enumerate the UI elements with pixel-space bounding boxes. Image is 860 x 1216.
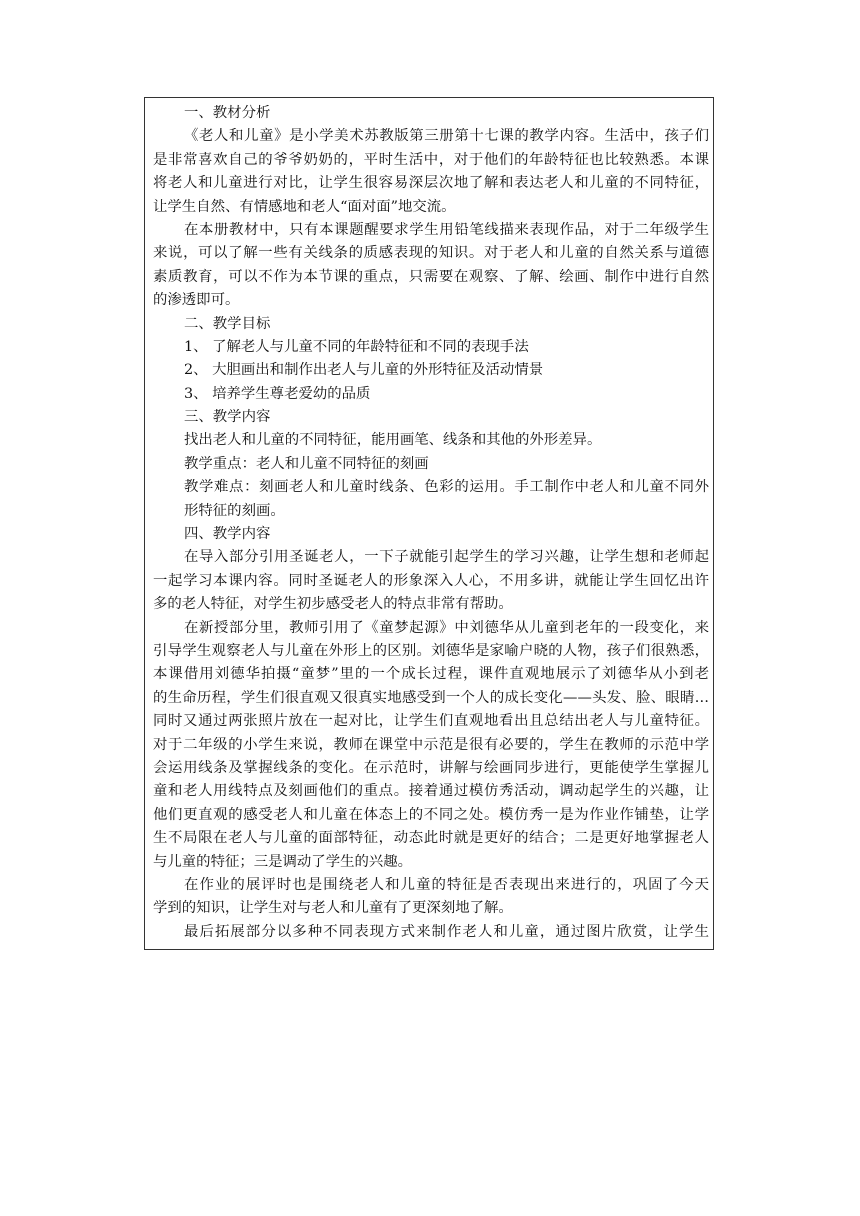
text-line: 2、 大胆画出和制作出老人与儿童的外形特征及活动情景 bbox=[184, 362, 544, 379]
text-line: 在本册教材中，只有本课题醒要求学生用铅笔线描来表现作品，对于二年级学生 bbox=[184, 221, 709, 238]
text-line: 的渗透即可。 bbox=[153, 292, 240, 309]
text-line: 二、教学目标 bbox=[184, 315, 271, 332]
text-line: 他们更直观的感受老人和儿童在体态上的不同之处。模仿秀一是为作业作铺垫，让学 bbox=[153, 806, 709, 823]
text-line: 最后拓展部分以多种不同表现方式来制作老人和儿童，通过图片欣赏，让学生 bbox=[184, 923, 709, 940]
text-line: 在作业的展评时也是围绕老人和儿童的特征是否表现出来进行的，巩固了今天 bbox=[184, 876, 709, 893]
text-line: 将老人和儿童进行对比，让学生很容易深层次地了解和表达老人和儿童的不同特征， bbox=[153, 175, 709, 192]
text-line: 素质教育，可以不作为本节课的重点，只需要在观察、了解、绘画、制作中进行自然 bbox=[153, 268, 709, 285]
text-line: 教学难点：刻画老人和儿童时线条、色彩的运用。手工制作中老人和儿童不同外 bbox=[184, 479, 709, 496]
text-line: 在新授部分里，教师引用了《童梦起源》中刘德华从儿童到老年的一段变化，来 bbox=[184, 619, 709, 636]
text-line: 本课借用刘德华拍摄“童梦”里的一个成长过程，课件直观地展示了刘德华从小到老 bbox=[153, 666, 709, 683]
text-line: 引导学生观察老人与儿童在外形上的区别。刘德华是家喻户晓的人物，孩子们很熟悉， bbox=[153, 642, 709, 659]
text-line: 同时又通过两张照片放在一起对比，让学生们直观地看出且总结出老人与儿童特征。 bbox=[153, 713, 709, 730]
text-line: 3、 培养学生尊老爱幼的品质 bbox=[184, 385, 371, 402]
text-line: 1、 了解老人与儿童不同的年龄特征和不同的表现手法 bbox=[184, 338, 529, 355]
text-line: 一起学习本课内容。同时圣诞老人的形象深入人心，不用多讲，就能让学生回忆出许 bbox=[153, 572, 709, 589]
text-line: 与儿童的特征；三是调动了学生的兴趣。 bbox=[153, 853, 413, 870]
text-line: 四、教学内容 bbox=[184, 526, 271, 543]
text-line: 形特征的刻画。 bbox=[184, 502, 285, 519]
text-line: 《老人和儿童》是小学美术苏教版第三册第十七课的教学内容。生活中，孩子们 bbox=[184, 128, 709, 145]
document-text-box bbox=[144, 97, 714, 950]
text-line: 在导入部分引用圣诞老人，一下子就能引起学生的学习兴趣，让学生想和老师起 bbox=[184, 549, 709, 566]
text-line: 学到的知识，让学生对与老人和儿童有了更深刻地了解。 bbox=[153, 900, 513, 917]
text-line: 找出老人和儿童的不同特征，能用画笔、线条和其他的外形差异。 bbox=[184, 432, 602, 449]
text-line: 让学生自然、有情感地和老人“面对面”地交流。 bbox=[153, 198, 456, 215]
text-line: 多的老人特征，对学生初步感受老人的特点非常有帮助。 bbox=[153, 596, 513, 613]
text-line: 对于二年级的小学生来说，教师在课堂中示范是很有必要的，学生在教师的示范中学 bbox=[153, 736, 709, 753]
text-line: 童和老人用线特点及刻画他们的重点。接着通过模仿秀活动，调动起学生的兴趣，让 bbox=[153, 783, 709, 800]
text-line: 生不局限在老人与儿童的面部特征，动态此时就是更好的结合；二是更好地掌握老人 bbox=[153, 830, 709, 847]
text-line: 会运用线条及掌握线条的变化。在示范时，讲解与绘画同步进行，更能使学生掌握儿 bbox=[153, 759, 709, 776]
text-line: 一、教材分析 bbox=[184, 105, 271, 121]
text-line: 的生命历程，学生们很直观又很真实地感受到一个人的成长变化——头发、脸、眼睛… bbox=[153, 689, 709, 706]
text-line: 三、教学内容 bbox=[184, 409, 271, 426]
text-line: 是非常喜欢自己的爷爷奶奶的，平时生活中，对于他们的年龄特征也比较熟悉。本课 bbox=[153, 151, 709, 168]
text-line: 教学重点：老人和儿童不同特征的刻画 bbox=[184, 455, 429, 472]
text-line: 来说，可以了解一些有关线条的质感表现的知识。对于老人和儿童的自然关系与道德 bbox=[153, 245, 709, 262]
